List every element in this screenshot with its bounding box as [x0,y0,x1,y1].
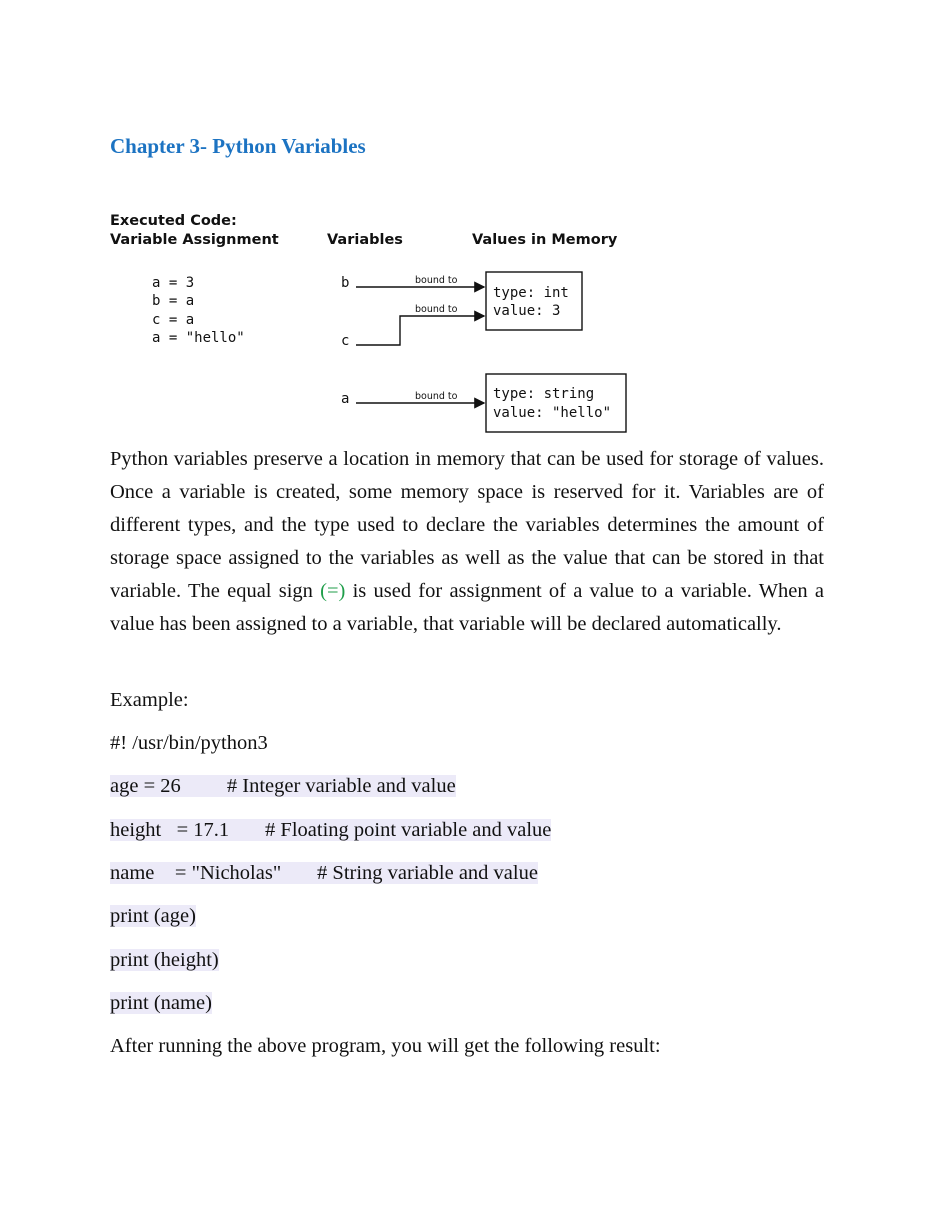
code-line-age [110,774,456,799]
code-line-3: c = a [152,312,195,328]
code-shebang: #! /usr/bin/python3 [110,732,268,754]
header-variables: Variables [327,232,403,248]
bound-to-label-a: bound to [415,391,458,402]
code-line-height [110,818,551,843]
int-box-value: value: 3 [493,303,561,319]
variable-c-label: c [341,333,350,349]
int-box-type: type: int [493,285,569,301]
code-height-text: height = 17.1 # Floating point variable and value [110,819,552,841]
string-box-value: value: "hello" [493,405,612,421]
bound-to-label-c: bound to [415,304,458,315]
header-variable-assignment: Variable Assignment [110,232,279,248]
variable-b-label: b [341,275,350,291]
paragraph-text-part-1: Python variables preserve a location in memory that can be used for storage of values. Once a variable is created, some memory space is reserved for it. Variables are of different types, and the type used to declare the variables determines the amount of storage space assigned to the variables as well as the value that can be stored in that variable. The equal sign [110,448,824,602]
code-line-print-name [110,991,212,1016]
code-line-2: b = a [152,293,195,309]
chapter-title: Chapter 3- Python Variables [110,134,366,158]
code-line-1: a = 3 [152,275,195,291]
string-box-type: type: string [493,386,595,402]
code-line-print-height [110,948,219,973]
equal-sign-highlight: (=) [320,580,346,602]
variable-binding-diagram [100,205,640,440]
variable-a-label: a [341,391,350,407]
code-line-name [110,861,538,886]
code-line-4: a = "hello" [152,330,245,346]
body-paragraph [110,443,824,641]
paragraph-text-part-2: is used for assignment of a value to a variable. When a value has been assigned to a variable, that variable will be declared automatically. [110,580,824,635]
string-value-box [486,374,626,432]
example-label: Example: [110,689,189,711]
code-print-name-text: print (name) [110,992,212,1014]
result-intro-text: After running the above program, you will get the following result: [110,1035,661,1057]
arrow-c-to-int [356,316,484,345]
code-print-age-text: print (age) [110,905,196,927]
code-print-height-text: print (height) [110,949,219,971]
bound-to-label-b: bound to [415,275,458,286]
code-age-text: age = 26 # Integer variable and value [110,775,456,797]
code-name-text: name = "Nicholas" # String variable and value [110,862,538,884]
header-values-in-memory: Values in Memory [472,232,618,248]
code-line-print-age [110,904,196,929]
int-value-box [486,272,582,330]
header-executed-code: Executed Code: [110,213,237,229]
